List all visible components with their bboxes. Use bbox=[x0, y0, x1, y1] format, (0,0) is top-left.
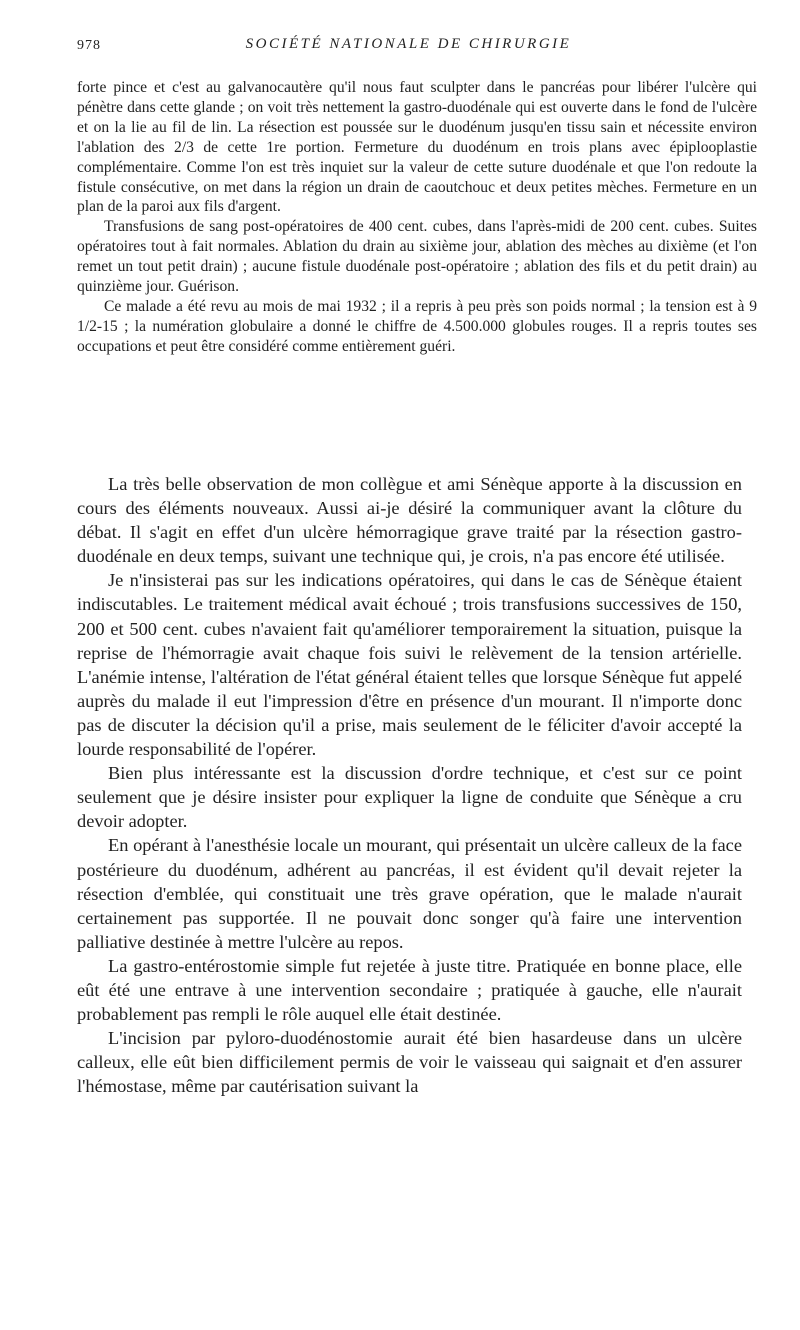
commentary-paragraph: En opérant à l'anesthésie locale un mourant, qui présentait un ulcère calleux de la face postérieure du duodénum, adhérent au pancréas, il est évident qu'il devait rejeter la résection d'emblée, qui constituait une très grave opération, que le malade n'aurait certainement pas supportée. Il ne pouvait donc songer qu'à faire une intervention palliative destinée à mettre l'ulcère au repos. bbox=[77, 835, 742, 952]
commentary-paragraph: Je n'insisterai pas sur les indications opératoires, qui dans le cas de Sénèque étaient indiscutables. Le traitement médical avait échoué ; trois transfusions successives de 150, 200 et 500 cent. cubes n'avaient fait qu'améliorer temporairement la situation, puisque la reprise de l'hémorragie avait chaque fois suivi le relèvement de la tension artérielle. L'anémie intense, l'altération de l'état général étaient telles que lorsque Sénèque fut appelé auprès du malade il eut l'impression d'être en présence d'un mourant. Il n'importe donc pas de discuter la décision qu'il a prise, mais seulement de le féliciter d'avoir accepté la lourde responsabilité de l'opérer. bbox=[77, 570, 742, 760]
page-header bbox=[77, 36, 740, 60]
commentary-paragraph: L'incision par pyloro-duodénostomie aurait été bien hasardeuse dans un ulcère calleux, elle eût bien difficilement permis de voir le vaisseau qui saignait et d'en assurer l'hémostase, même par cautérisation suivant la bbox=[77, 1028, 742, 1097]
commentary-section bbox=[77, 472, 742, 1098]
case-report-paragraph: Transfusions de sang post-opératoires de 400 cent. cubes, dans l'après-midi de 200 cent. cubes. Suites opératoires tout à fait normales. Ablation du drain au sixième jour, ablation des mèches au dixième (et l'on remet un tout petit drain) ; aucune fistule duodénale post-opératoire ; ablation des fils et du petit drain) au quinzième jour. Guérison. bbox=[77, 218, 757, 296]
case-report-paragraph: forte pince et c'est au galvanocautère qu'il nous faut sculpter dans le pancréas pour libérer l'ulcère qui pénètre dans cette glande ; on voit très nettement la gastro-duodénale qui est ouverte dans le fond de l'ulcère et on la lie au fil de lin. La résection est poussée sur le duodénum jusqu'en tissu sain et nécessite environ l'ablation des 2/3 de cette 1re portion. Fermeture du duodénum en trois plans avec épiplooplastie complémentaire. Comme l'on est très inquiet sur la valeur de cette suture duodénale et que l'on redoute la fistule consécutive, on met dans la région un drain de caoutchouc et deux petites mèches. Fermeture en un plan de la paroi aux fils d'argent. bbox=[77, 79, 757, 216]
commentary-paragraph: La gastro-entérostomie simple fut rejetée à juste titre. Pratiquée en bonne place, elle eût été une entrave à une intervention secondaire ; pratiquée à gauche, elle n'aurait probablement pas rempli le rôle auquel elle était destinée. bbox=[77, 955, 742, 1025]
page-number: 978 bbox=[77, 38, 101, 53]
case-report-section bbox=[77, 78, 757, 357]
running-title: SOCIÉTÉ NATIONALE DE CHIRURGIE bbox=[245, 36, 572, 52]
commentary-paragraph: Bien plus intéressante est la discussion d'ordre technique, et c'est sur ce point seulement que je désire insister pour expliquer la ligne de conduite que Sénèque a cru devoir adopter. bbox=[77, 763, 742, 832]
commentary-paragraph: La très belle observation de mon collègue et ami Sénèque apporte à la discussion en cours des éléments nouveaux. Aussi ai-je désiré la communiquer avant la clôture du débat. Il s'agit en effet d'un ulcère hémorragique grave traité par la résection gastro-duodénale en deux temps, suivant une technique qui, je crois, n'a pas encore été utilisée. bbox=[77, 474, 742, 567]
case-report-paragraph: Ce malade a été revu au mois de mai 1932 ; il a repris à peu près son poids normal ; la tension est à 9 1/2-15 ; la numération globulaire a donné le chiffre de 4.500.000 globules rouges. Il a repris toutes ses occupations et peut être considéré comme entièrement guéri. bbox=[77, 297, 757, 355]
